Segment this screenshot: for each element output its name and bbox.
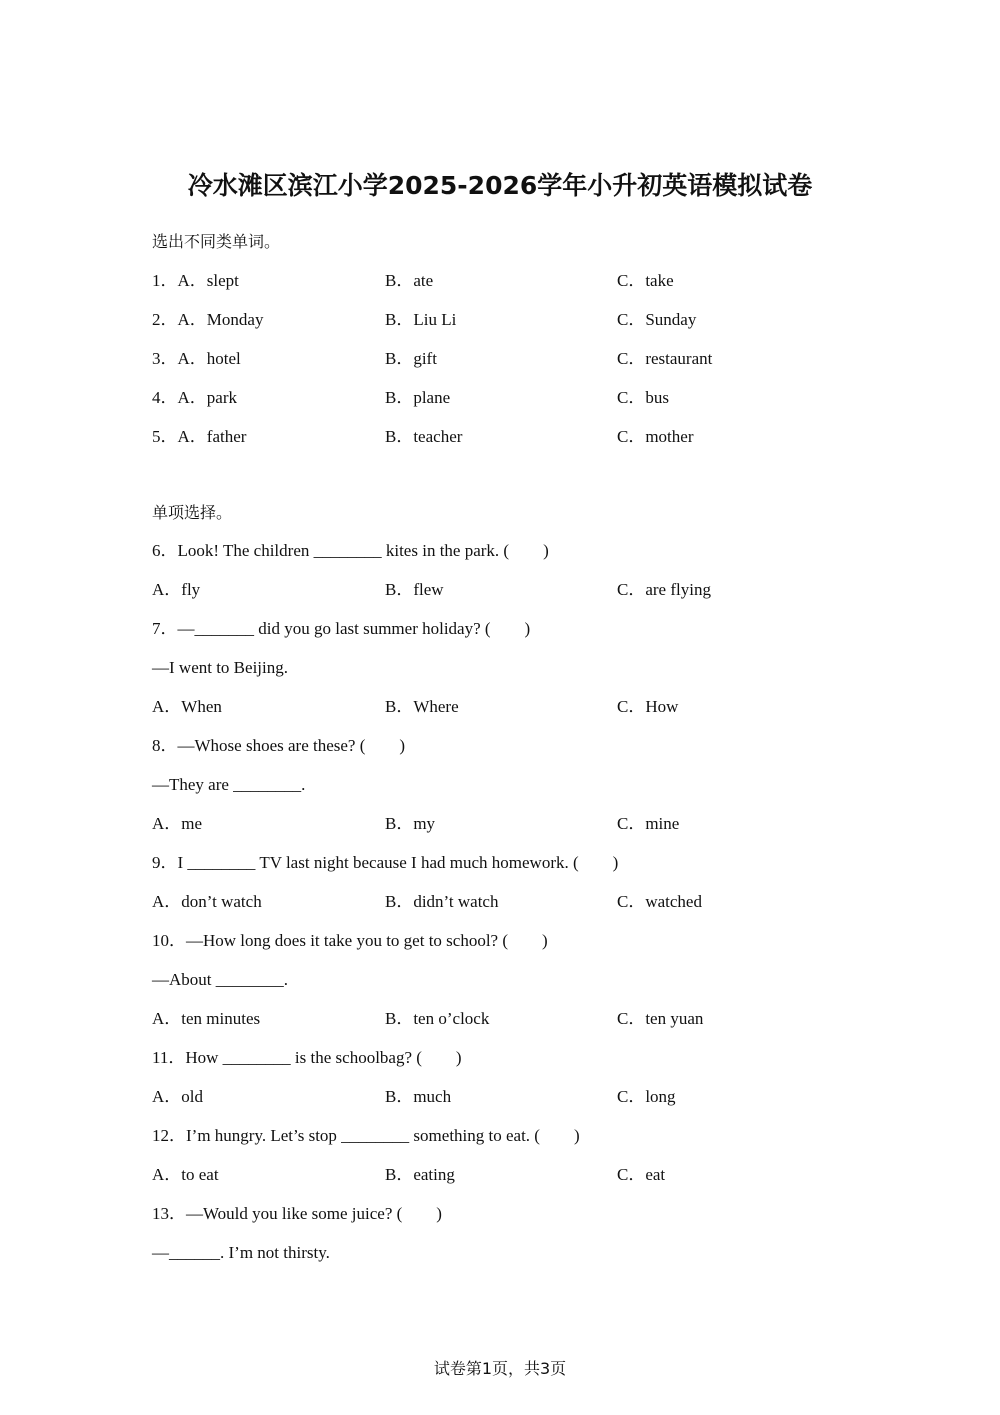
question-6-option-c: C．are flying — [617, 580, 711, 599]
question-10-option-a: A．ten minutes — [152, 1009, 261, 1028]
question-12-option-b: B．eating — [385, 1165, 455, 1184]
question-5-option-b: B．teacher — [385, 427, 463, 446]
question-7-reply: —I went to Beijing. — [152, 658, 288, 677]
question-number: 5． — [152, 427, 178, 446]
option-text: A．slept — [177, 271, 239, 290]
question-12-option-a: A．to eat — [152, 1165, 219, 1184]
question-8-stem: 8．—Whose shoes are these? ( ) — [152, 736, 406, 755]
question-10-stem: 10．—How long does it take you to get to school? ( ) — [152, 931, 548, 950]
section-heading-odd-one-out: 选出不同类单词。 — [152, 232, 281, 251]
question-8-reply: —They are ________. — [152, 775, 306, 794]
question-8-option-c: C．mine — [617, 814, 680, 833]
option-text: A．park — [177, 388, 237, 407]
question-2-option-c: C．Sunday — [617, 310, 697, 329]
question-8-option-b: B．my — [385, 814, 436, 833]
question-11-stem: 11．How ________ is the schoolbag? ( ) — [152, 1048, 462, 1067]
option-text: A．father — [177, 427, 247, 446]
question-11-option-c: C．long — [617, 1087, 676, 1106]
question-3-option-c: C．restaurant — [617, 349, 713, 368]
question-4-option-b: B．plane — [385, 388, 451, 407]
question-1-option-b: B．ate — [385, 271, 434, 290]
question-7-option-c: C．How — [617, 697, 679, 716]
question-number: 1． — [152, 271, 178, 290]
question-9-option-c: C．watched — [617, 892, 702, 911]
page-footer: 试卷第1页，共3页 — [433, 1359, 567, 1378]
question-number: 3． — [152, 349, 178, 368]
question-7-stem: 7．—_______ did you go last summer holiday? ( ) — [152, 619, 531, 638]
question-6-option-b: B．flew — [385, 580, 444, 599]
question-6-stem: 6．Look! The children ________ kites in the park. ( ) — [152, 541, 549, 560]
question-4-option-c: C．bus — [617, 388, 669, 407]
question-13-reply: —______. I’m not thirsty. — [152, 1243, 330, 1262]
question-10-option-c: C．ten yuan — [617, 1009, 704, 1028]
section-heading-multiple-choice: 单项选择。 — [152, 503, 233, 522]
question-number: 2． — [152, 310, 178, 329]
question-1-option-c: C．take — [617, 271, 674, 290]
question-11-option-a: A．old — [152, 1087, 203, 1106]
question-8-option-a: A．me — [152, 814, 203, 833]
question-11-option-b: B．much — [385, 1087, 452, 1106]
exam-title: 冷水滩区滨江小学2025-2026学年小升初英语模拟试卷 — [187, 171, 813, 200]
question-9-option-b: B．didn’t watch — [385, 892, 499, 911]
question-3-option-a — [152, 347, 241, 371]
question-10-option-b: B．ten o’clock — [385, 1009, 490, 1028]
question-12-stem: 12．I’m hungry. Let’s stop ________ something to eat. ( ) — [152, 1126, 580, 1145]
question-13-stem: 13．—Would you like some juice? ( ) — [152, 1204, 442, 1223]
question-3-option-b: B．gift — [385, 349, 437, 368]
option-text: A．Monday — [177, 310, 264, 329]
question-4-option-a — [152, 386, 237, 410]
question-2-option-b: B．Liu Li — [385, 310, 457, 329]
question-9-stem: 9．I ________ TV last night because I had much homework. ( ) — [152, 853, 619, 872]
question-number: 4． — [152, 388, 178, 407]
question-9-option-a: A．don’t watch — [152, 892, 262, 911]
question-5-option-c: C．mother — [617, 427, 694, 446]
question-7-option-a: A．When — [152, 697, 222, 716]
question-1-option-a — [152, 269, 239, 293]
question-10-reply: —About ________. — [152, 970, 288, 989]
question-2-option-a — [152, 308, 263, 332]
question-7-option-b: B．Where — [385, 697, 459, 716]
option-text: A．hotel — [177, 349, 241, 368]
question-6-option-a: A．fly — [152, 580, 201, 599]
question-5-option-a — [152, 425, 246, 449]
question-12-option-c: C．eat — [617, 1165, 666, 1184]
